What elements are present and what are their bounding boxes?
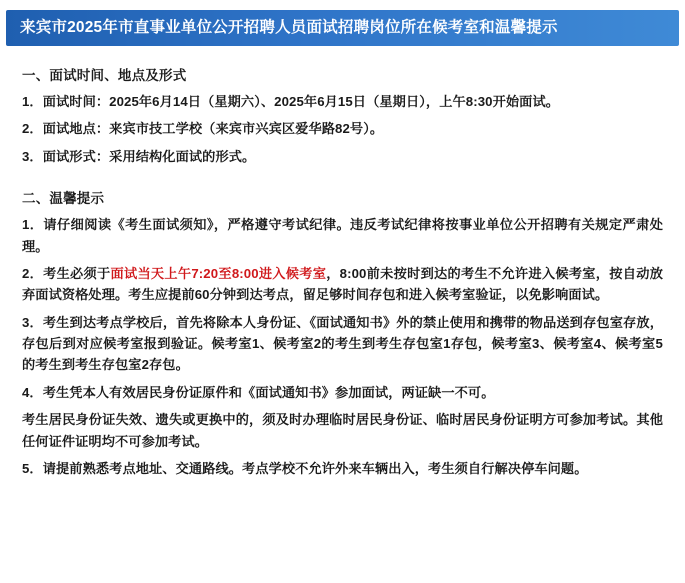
section-interview-info bbox=[22, 64, 663, 167]
page-title: 来宾市2025年市直事业单位公开招聘人员面试招聘岗位所在候考室和温馨提示 bbox=[20, 19, 558, 37]
paragraph-interview-form: 3．面试形式：采用结构化面试的形式。 bbox=[22, 148, 256, 164]
reminder-2-lead: 2．考生必须于 bbox=[22, 265, 111, 281]
paragraph-reminder-1: 1．请仔细阅读《考生面试须知》，严格遵守考试纪律。违反考试纪律将按事业单位公开招聘有关规定严肃处理。 bbox=[22, 217, 663, 254]
section-heading: 一、面试时间、地点及形式 bbox=[22, 68, 187, 83]
paragraph-reminder-3: 3．考生到达考点学校后，首先将除本人身份证、《面试通知书》外的禁止使用和携带的物品送到存包室存放，存包后到对应候考室报到验证。候考室1、候考室2的考生到考生存包室1存包，候考室3、候考室4、候考室5的考生到考生存包室2存包。 bbox=[22, 314, 663, 373]
section-reminders bbox=[22, 187, 663, 479]
paragraph-reminder-4-note: 考生居民身份证失效、遗失或更换中的，须及时办理临时居民身份证、临时居民身份证明方可参加考试。其他任何证件证明均不可参加考试。 bbox=[22, 412, 663, 449]
section-divider-space bbox=[22, 173, 663, 187]
title-banner bbox=[6, 10, 679, 46]
section-heading: 二、温馨提示 bbox=[22, 191, 105, 207]
paragraph-interview-place: 2．面试地点：来宾市技工学校（来宾市兴宾区爱华路82号）。 bbox=[22, 121, 384, 137]
document-page bbox=[0, 10, 685, 583]
reminder-2-tail: ，8:00前未按时到达的考生不允许进入候考室，按自动放弃面试资格处理。考生应提前60分钟到达考点，留足够时间存包和进入候考室验证，以免影响面试。 bbox=[22, 265, 663, 303]
paragraph-reminder-5: 5．请提前熟悉考点地址、交通路线。考点学校不允许外来车辆出入，考生须自行解决停车问题。 bbox=[22, 460, 588, 476]
paragraph-reminder-2 bbox=[22, 263, 663, 306]
document-body bbox=[0, 46, 685, 479]
paragraph-interview-time: 1．面试时间：2025年6月14日（星期六）、2025年6月15日（星期日），上午8:30开始面试。 bbox=[22, 94, 560, 109]
paragraph-reminder-4: 4．考生凭本人有效居民身份证原件和《面试通知书》参加面试，两证缺一不可。 bbox=[22, 384, 495, 400]
reminder-2-highlight: 面试当天上午7:20至8:00进入候考室 bbox=[110, 265, 327, 281]
